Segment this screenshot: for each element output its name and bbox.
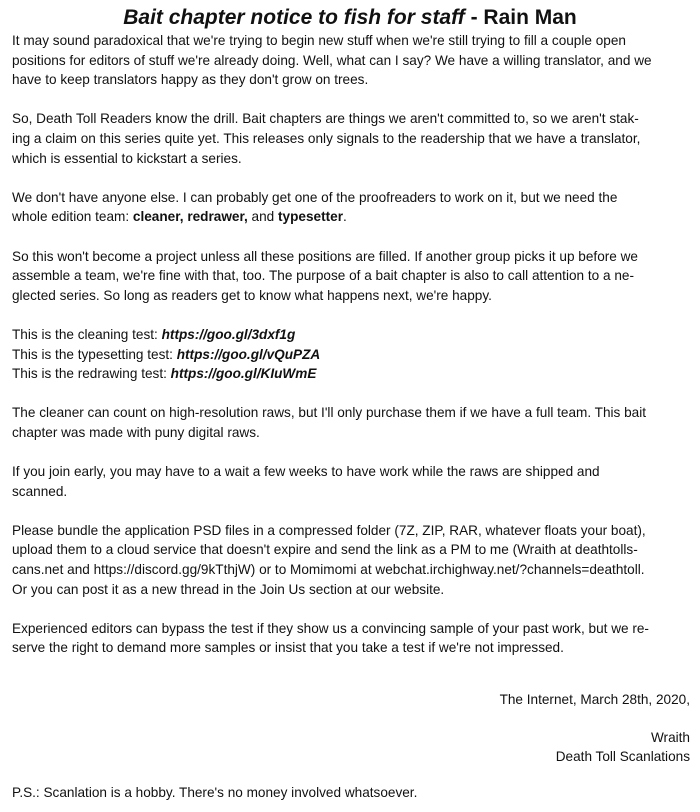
text-line: upload them to a cloud service that doesn't expire and send the link as a PM to me (Wraith at deathtolls-: [12, 542, 638, 558]
paragraph-application: [12, 521, 700, 599]
paragraph-join-early: [12, 462, 700, 501]
title-main: Bait chapter notice to fish for staff: [123, 6, 465, 29]
test-label: This is the cleaning test:: [12, 326, 162, 342]
text-line: We don't have anyone else. I can probably get one of the proofreaders to work on it, but we need the: [12, 189, 618, 205]
text-line: So, Death Toll Readers know the drill. Bait chapters are things we aren't committed to, so we aren't stak-: [12, 111, 639, 127]
postscript: P.S.: Scanlation is a hobby. There's no money involved whatsoever.: [12, 785, 418, 800]
page-title: [0, 6, 700, 30]
text-line: have to keep translators happy as they don't grow on trees.: [12, 72, 369, 88]
text-line: Or you can post it as a new thread in the Join Us section at our website.: [12, 581, 445, 597]
title-separator: -: [464, 6, 484, 29]
notice-body: [12, 31, 700, 678]
team-and: and: [247, 209, 279, 225]
text-line: It may sound paradoxical that we're trying to begin new stuff when we're still trying to fill a couple open: [12, 33, 626, 48]
test-cleaning: [12, 325, 700, 345]
test-link-cleaning[interactable]: https://goo.gl/3dxf1g: [161, 326, 296, 342]
text-line: cans.net and https://discord.gg/9kTthjW) or to Momimomi at webchat.irchighway.net/?channels=deathtoll.: [12, 562, 645, 578]
test-label: This is the typesetting test:: [12, 346, 177, 362]
title-author: Rain Man: [483, 6, 577, 29]
text-line: positions for editors of stuff we're already doing. Well, what can I say? We have a willing translator, and we: [12, 52, 652, 68]
paragraph-raws: [12, 403, 700, 442]
test-link-typesetting[interactable]: https://goo.gl/vQuPZA: [176, 346, 321, 362]
team-end: .: [343, 209, 347, 225]
paragraph-intro: [12, 31, 700, 90]
team-roles: cleaner, redrawer,: [132, 209, 248, 225]
paragraph-experienced: [12, 619, 700, 658]
paragraph-tests: [12, 325, 700, 384]
team-last-role: typesetter: [278, 209, 343, 225]
text-line: glected series. So long as readers get to know what happens next, we're happy.: [12, 287, 492, 303]
signature-name: Wraith: [650, 730, 690, 745]
text-line: scanned.: [12, 483, 68, 499]
text-line: The cleaner can count on high-resolution raws, but I'll only purchase them if we have a full team. This bait: [12, 405, 647, 421]
signature-place-date: The Internet, March 28th, 2020,: [499, 692, 690, 707]
text-line: ing a claim on this series quite yet. This releases only signals to the readership that we have a translator,: [12, 130, 641, 146]
text-line: Experienced editors can bypass the test if they show us a convincing sample of your past work, but we re-: [12, 620, 649, 636]
text-line: [12, 207, 700, 227]
text-line: So this won't become a project unless all these positions are filled. If another group picks it up before we: [12, 248, 638, 264]
text-line: If you join early, you may have to a wait a few weeks to have work while the raws are shipped and: [12, 464, 600, 480]
text-line: Please bundle the application PSD files in a compressed folder (7Z, ZIP, RAR, whatever floats your boat),: [12, 522, 646, 538]
paragraph-positions: [12, 247, 700, 306]
team-intro: whole edition team:: [12, 209, 133, 225]
paragraph-team: [12, 188, 700, 227]
test-typesetting: [12, 345, 700, 365]
text-line: which is essential to kickstart a series.: [12, 150, 242, 166]
text-line: chapter was made with puny digital raws.: [12, 424, 260, 440]
test-link-redrawing[interactable]: https://goo.gl/KIuWmE: [170, 366, 317, 382]
test-redrawing: [12, 364, 700, 384]
text-line: serve the right to demand more samples or insist that you take a test if we're not impressed.: [12, 640, 564, 656]
signature-group: Death Toll Scanlations: [555, 749, 690, 764]
text-line: assemble a team, we're fine with that, too. The purpose of a bait chapter is also to call attention to a ne-: [12, 268, 634, 284]
test-label: This is the redrawing test:: [12, 366, 171, 382]
paragraph-bait-chapters: [12, 109, 700, 168]
